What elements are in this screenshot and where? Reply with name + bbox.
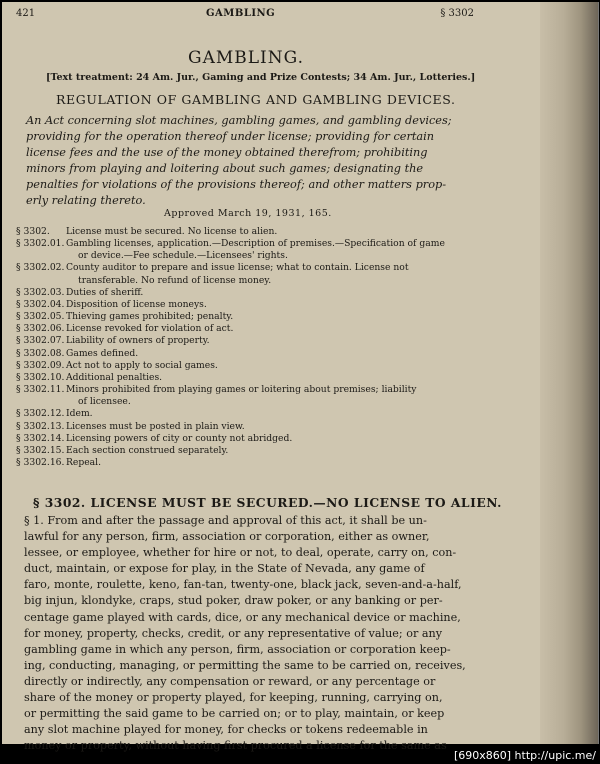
book-page (2, 2, 599, 753)
toc-entry (16, 323, 486, 335)
running-section: § 3302 (440, 8, 474, 19)
running-head (16, 8, 474, 22)
toc-number: § 3302.16. (16, 456, 65, 468)
toc-entry (16, 262, 486, 274)
toc-text: Thieving games prohibited; penalty. (66, 311, 234, 323)
chapter-subtitle: REGULATION OF GAMBLING AND GAMBLING DEVICES. (56, 92, 456, 107)
watermark-link[interactable]: [690x860] http://upic.me/ (453, 749, 596, 762)
toc-entry (16, 457, 486, 469)
body-line: directly or indirectly, any compensation or reward, or any percentage or (24, 674, 436, 688)
toc-entry (16, 445, 486, 457)
toc-entry (16, 433, 486, 445)
body-line: lawful for any person, firm, association or corporation, either as owner, (24, 530, 430, 544)
body-line: duct, maintain, or expose for play, in the State of Nevada, any game of (24, 562, 425, 576)
toc-number: § 3302.07. (16, 335, 65, 347)
toc-entry (16, 372, 486, 384)
toc-text: Act not to apply to social games. (66, 359, 218, 371)
toc-entry (16, 421, 486, 433)
toc-entry (16, 360, 486, 372)
toc-continuation: transferable. No refund of license money. (78, 274, 272, 286)
toc-number: § 3302.06. (16, 323, 65, 335)
toc-number: § 3302.14. (16, 432, 65, 444)
toc-entry (16, 335, 486, 347)
toc-text: Idem. (66, 408, 93, 420)
body-line: share of the money or property played, for keeping, running, carrying on, (24, 691, 443, 705)
toc-number: § 3302.02. (16, 262, 65, 274)
body-line: any slot machine played for money, for checks or tokens redeemable in (24, 723, 428, 737)
page-edge-shadow (540, 2, 598, 744)
toc-number: § 3302.08. (16, 347, 65, 359)
toc-text: Additional penalties. (66, 371, 163, 383)
body-line: lessee, or employee, whether for hire or not, to deal, operate, carry on, con- (24, 546, 457, 560)
toc-number: § 3302.12. (16, 408, 65, 420)
body-line: gambling game in which any person, firm, association or corporation keep- (24, 642, 451, 656)
toc-number: § 3302.13. (16, 420, 65, 432)
section-heading: § 3302. LICENSE MUST BE SECURED.—NO LICENSE TO ALIEN. (33, 495, 502, 510)
toc-entry (16, 311, 486, 323)
toc-entry (16, 348, 486, 360)
toc-text: Repeal. (66, 456, 102, 468)
body-line: ing, conducting, managing, or permitting the same to be carried on, receives, (24, 658, 466, 672)
section-table-of-contents (16, 226, 486, 469)
act-description (26, 113, 476, 209)
toc-entry (16, 238, 486, 250)
act-line: An Act concerning slot machines, gambling games, and gambling devices; (26, 114, 452, 127)
text-treatment-note: [Text treatment: 24 Am. Jur., Gaming and Prize Contests; 34 Am. Jur., Lotteries.] (46, 72, 476, 83)
body-line: big injun, klondyke, craps, stud poker, draw poker, or any banking or per- (24, 594, 443, 608)
body-line: § 1. From and after the passage and approval of this act, it shall be un- (24, 514, 427, 527)
act-line: providing for the operation thereof under license; providing for certain (26, 130, 435, 143)
toc-text: Liability of owners of property. (66, 335, 210, 347)
act-line: penalties for violations of the provisions thereof; and other matters prop- (26, 178, 447, 191)
toc-number: § 3302. (16, 226, 50, 237)
body-line: faro, monte, roulette, keno, fan-tan, twenty-one, black jack, seven-and-a-half, (24, 578, 462, 592)
toc-entry (16, 408, 486, 420)
toc-continuation: or device.—Fee schedule.—Licensees' rights. (78, 250, 288, 262)
body-line: money or property, without having first procured a license for the same as (24, 739, 447, 753)
body-line: for money, property, checks, credit, or any representative of value; or any (24, 626, 443, 640)
toc-text: Each section construed separately. (66, 444, 229, 456)
body-line: or permitting the said game to be carried on; or to play, maintain, or keep (24, 707, 445, 721)
toc-text: Licensing powers of city or county not abridged. (66, 432, 293, 444)
toc-number: § 3302.11. (16, 384, 65, 396)
act-line: minors from playing and loitering about such games; designating the (26, 162, 424, 175)
toc-text: County auditor to prepare and issue license; what to contain. License not (66, 262, 409, 274)
toc-number: § 3302.01. (16, 238, 65, 250)
toc-number: § 3302.10. (16, 371, 65, 383)
toc-text: License must be secured. No license to alien. (66, 226, 278, 237)
page-title: GAMBLING. (188, 48, 305, 68)
toc-text: Licenses must be posted in plain view. (66, 420, 245, 432)
toc-text: License revoked for violation of act. (66, 323, 234, 335)
body-line: centage game played with cards, dice, or any mechanical device or machine, (24, 610, 461, 624)
approval-date: Approved March 19, 1931, 165. (164, 208, 332, 219)
page-number: 421 (16, 8, 36, 19)
toc-text: Duties of sheriff. (66, 286, 144, 298)
toc-entry (16, 287, 486, 299)
toc-number: § 3302.09. (16, 359, 65, 371)
running-title: GAMBLING (206, 8, 276, 19)
toc-number: § 3302.03. (16, 286, 65, 298)
toc-text: Disposition of license moneys. (66, 298, 207, 310)
toc-number: § 3302.04. (16, 298, 65, 310)
toc-entry (16, 226, 486, 238)
toc-number: § 3302.15. (16, 444, 65, 456)
toc-text: Games defined. (66, 347, 139, 359)
toc-entry (16, 384, 486, 396)
act-line: license fees and the use of the money obtained therefrom; prohibiting (26, 146, 428, 159)
toc-number: § 3302.05. (16, 311, 65, 323)
toc-text: Minors prohibited from playing games or loitering about premises; liability (66, 384, 417, 396)
toc-text: Gambling licenses, application.—Description of premises.—Specification of game (66, 238, 445, 250)
toc-continuation: of licensee. (78, 396, 131, 408)
toc-entry (16, 299, 486, 311)
section-body (24, 513, 484, 754)
act-line: erly relating thereto. (26, 194, 146, 207)
